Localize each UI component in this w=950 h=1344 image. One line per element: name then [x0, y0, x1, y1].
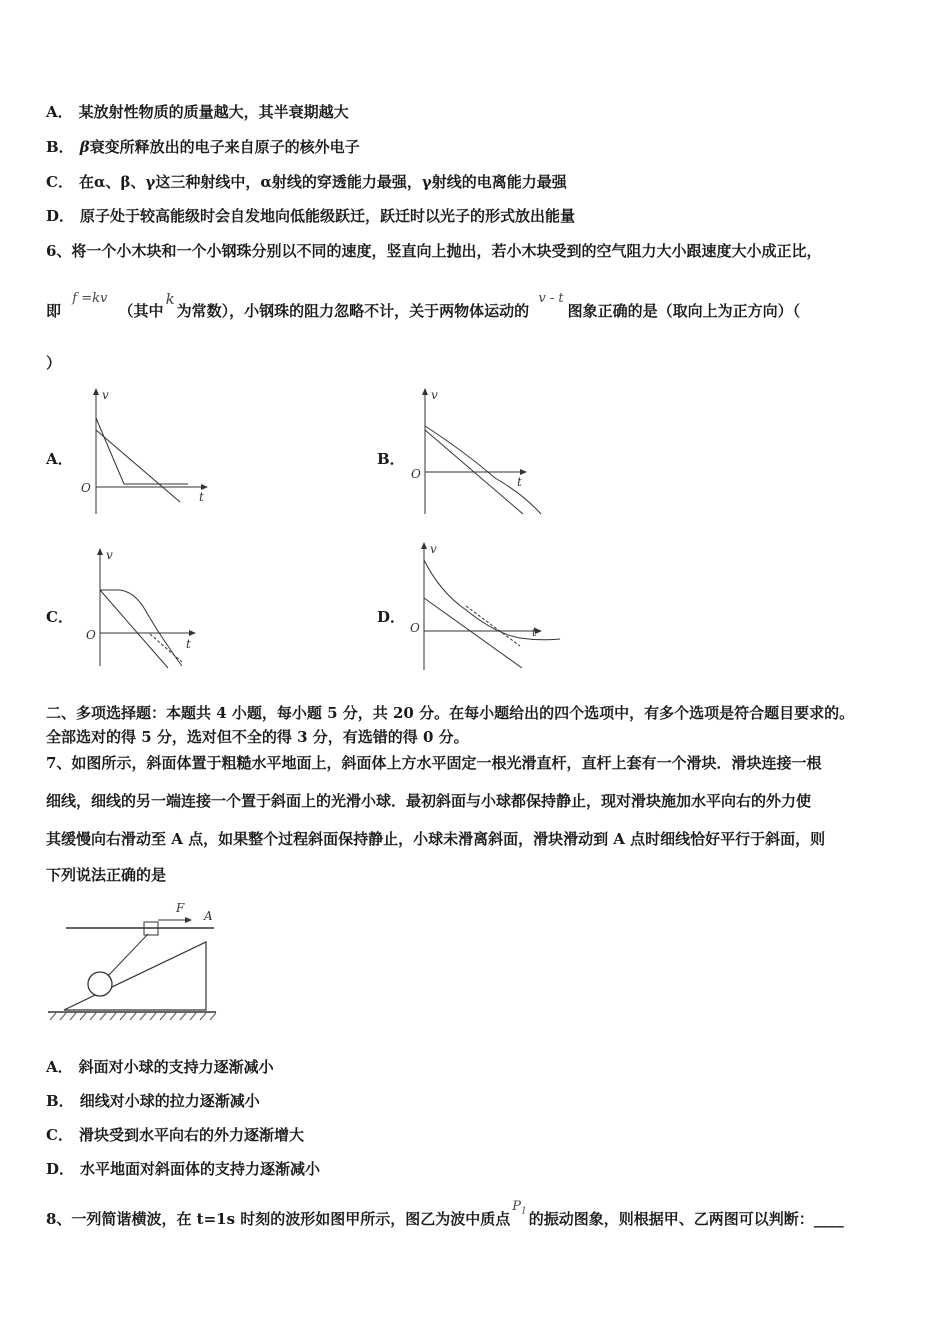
string-thread — [108, 934, 148, 976]
q7-stem-line3: 其缓慢向右滑动至 A 点，如果整个过程斜面保持静止，小球未滑离斜面，滑块滑动到 A 点时细线恰好平行于斜面，则 — [46, 830, 826, 848]
q6-text: 图象正确的是（取向上为正方向）（ — [567, 302, 801, 320]
q5-option-a — [46, 101, 349, 122]
axis-v-label: v — [106, 548, 113, 562]
axis-t-label: t — [532, 625, 537, 639]
vt-graph-c — [76, 546, 216, 672]
axis-v-label: v — [102, 388, 109, 402]
option-label: A． — [46, 103, 73, 121]
axis-t-label: t — [199, 490, 204, 504]
q6-stem-line3: ） — [46, 354, 62, 372]
option-text: 细线对小球的拉力逐渐减小 — [79, 1092, 260, 1110]
wood-curve — [425, 426, 541, 514]
option-text: 水平地面对斜面体的支持力逐渐减小 — [80, 1160, 321, 1178]
section2-line1: 二、多项选择题：本题共 4 小题，每小题 5 分，共 20 分。在每小题给出的四个选项中，有多个选项是符合题目要求的。 — [46, 704, 855, 722]
ground-hatching — [50, 1013, 216, 1020]
graph-a-label: A． — [46, 450, 73, 468]
q7-stem-line4: 下列说法正确的是 — [46, 866, 167, 884]
option-label: A． — [46, 1058, 73, 1076]
incline-body — [64, 942, 206, 1010]
symbol-v-t: v - t — [538, 291, 564, 306]
option-text: 原子处于较高能级时会自发地向低能级跃迁，跃迁时以光子的形式放出能量 — [80, 207, 576, 225]
q6-text: （其中 — [118, 302, 164, 320]
option-label: D． — [46, 1160, 75, 1178]
formula-f-kv: f =kv — [72, 291, 108, 306]
steel-line — [96, 430, 180, 502]
q6-stem-line1: 6、将一个小木块和一个小钢珠分别以不同的速度，竖直向上抛出，若小木块受到的空气阻力大小跟速度大小成正比， — [46, 242, 822, 260]
symbol-p1 — [512, 1199, 527, 1217]
section2-line2: 全部选对的得 5 分，选对但不全的得 3 分，有选错的得 0 分。 — [46, 728, 469, 746]
axis-t-label: t — [186, 637, 191, 651]
axis-t-label: t — [517, 475, 522, 489]
q5-option-c — [46, 171, 567, 192]
option-label: C． — [46, 173, 73, 191]
q8-text: 8、一列简谐横波，在 t=1s 时刻的波形如图甲所示，图乙为波中质点 — [46, 1210, 511, 1228]
q7-stem-line1: 7、如图所示，斜面体置于粗糙水平地面上，斜面体上方水平固定一根光滑直杆，直杆上套有一个滑块．滑块连接一根 — [46, 754, 822, 772]
wood-curve — [100, 590, 182, 666]
option-text: 在α、β、γ这三种射线中，α射线的穿透能力最强，γ射线的电离能力最强 — [78, 173, 567, 191]
point-a-label: A — [204, 909, 213, 923]
q6-text: 即 — [46, 302, 62, 320]
q5-option-b — [46, 136, 360, 157]
symbol-p-sub: 1 — [521, 1206, 527, 1217]
q7-option-d — [46, 1158, 320, 1179]
beta-symbol: β — [79, 138, 90, 156]
q5-option-d — [46, 205, 575, 226]
option-text: 某放射性物质的质量越大，其半衰期越大 — [78, 103, 349, 121]
wood-curve — [424, 560, 560, 640]
graph-d-label: D． — [377, 608, 406, 626]
q6-text: 为常数），小钢珠的阻力忽略不计，关于两物体运动的 — [176, 302, 530, 320]
origin-label: O — [410, 621, 420, 635]
steel-line — [424, 598, 522, 668]
symbol-k: k — [165, 290, 175, 308]
option-label: C． — [46, 1126, 73, 1144]
q7-option-c — [46, 1124, 304, 1145]
q7-option-b — [46, 1090, 260, 1111]
vt-graph-b — [405, 386, 555, 518]
option-text: 斜面对小球的支持力逐渐减小 — [78, 1058, 274, 1076]
option-text: 衰变所释放出的电子来自原子的核外电子 — [89, 138, 360, 156]
option-label: B． — [46, 138, 74, 156]
origin-label: O — [411, 467, 421, 481]
q7-option-a — [46, 1056, 274, 1077]
graph-c-label: C． — [46, 608, 73, 626]
asymptote-dashed — [150, 634, 182, 662]
axis-v-label: v — [430, 542, 437, 556]
option-label: D． — [46, 207, 75, 225]
q6-stem-line2 — [46, 290, 801, 321]
q8-stem — [46, 1199, 844, 1231]
symbol-p: P — [512, 1199, 522, 1214]
force-f-label: F — [176, 901, 185, 915]
graph-b-label: B． — [377, 450, 405, 468]
axis-v-label: v — [431, 388, 438, 402]
option-label: B． — [46, 1092, 74, 1110]
incline-figure — [44, 896, 224, 1026]
origin-label: O — [81, 481, 91, 495]
q7-stem-line2: 细线，细线的另一端连接一个置于斜面上的光滑小球．最初斜面与小球都保持静止，现对滑块施加水平向右的外力使 — [46, 792, 812, 810]
asymptote-dashed — [466, 606, 520, 646]
vt-graph-d — [400, 540, 565, 676]
q8-text: 的振动图象，则根据甲、乙两图可以判断：____ — [528, 1210, 844, 1228]
option-text: 滑块受到水平向右的外力逐渐增大 — [78, 1126, 304, 1144]
steel-line — [100, 590, 168, 668]
vt-graph-a — [76, 386, 216, 518]
origin-label: O — [86, 628, 96, 642]
